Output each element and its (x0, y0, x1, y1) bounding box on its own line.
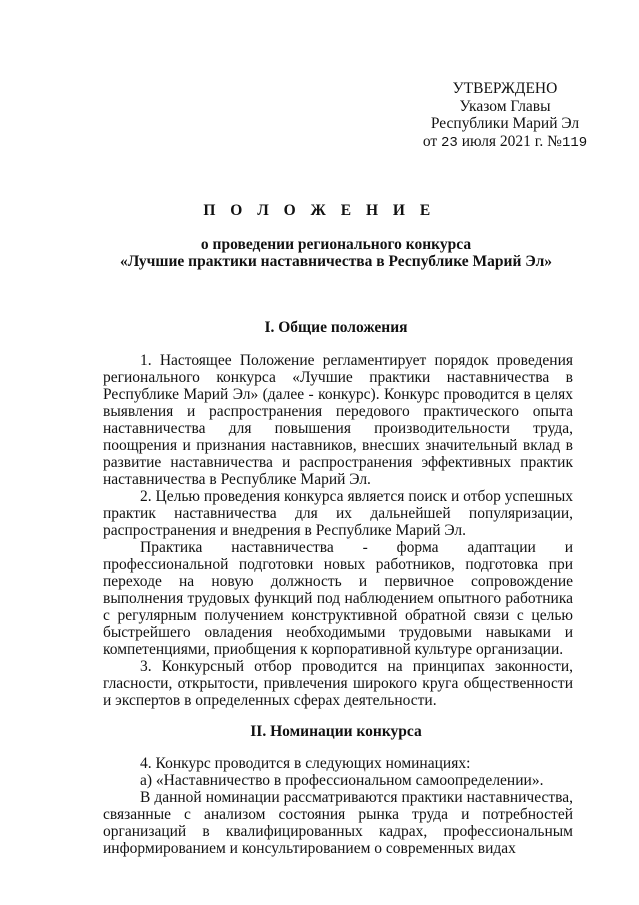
decree-day: 23 (441, 134, 458, 151)
section-2-paragraph-1: 4. Конкурс проводится в следующих номинациях: (140, 755, 471, 772)
approved-by-decree: Указом Главы (459, 97, 551, 115)
approval-stamp (400, 80, 610, 150)
section-1-paragraph-4: 3. Конкурсный отбор проводится на принципах законности, гласности, открытости, привлечения широкого круга общественности и экспертов в определенных сферах деятельности. (103, 658, 573, 709)
section-2-paragraph-3: В данной номинации рассматриваются практики наставничества, связанные с анализом состояния рынка труда и потребностей организаций в квалифицированных кадрах, профессиональным информированием и консультированием о современных видах (103, 789, 573, 857)
decree-number: 119 (561, 134, 588, 151)
section-1-paragraph-1: 1. Настоящее Положение регламентирует порядок проведения регионального конкурса «Лучшие практики наставничества в Республике Марий Эл» (далее - конкурс). Конкурс проводится в целях выявления и распространения передового практического опыта наставничества для повышения производительности труда, поощрения и признания наставников, внесших значительный вклад в развитие наставничества и распространения эффективных практик наставничества в Республике Марий Эл. (103, 352, 573, 488)
section-1-heading: I. Общие положения (264, 319, 408, 336)
decree-month-year: июля 2021 г. № (461, 132, 562, 150)
approval-date-line (400, 133, 610, 151)
section-2-paragraph-2: а) «Наставничество в профессиональном самоопределении». (140, 772, 544, 789)
section-1-paragraph-3: Практика наставничества - форма адаптации и профессиональной подготовки новых работников, подготовка при переходе на новую должность и первичное сопровождение выполнения трудовых функций под наблюдением опытного работника с регулярным получением конструктивной обратной связи с целью быстрейшего овладения необходимыми трудовыми навыками и компетенциями, приобщения к корпоративной культуре организации. (103, 539, 573, 658)
document-title: П О Л О Ж Е Н И Е (203, 202, 436, 219)
document-subtitle-line-1: о проведении регионального конкурса (200, 236, 472, 253)
approved-label: УТВЕРЖДЕНО (452, 80, 558, 97)
date-prefix: от (422, 132, 438, 150)
section-1-paragraph-2: 2. Целью проведения конкурса является поиск и отбор успешных практик наставничества для их дальнейшей популяризации, распространения и внедрения в Республике Марий Эл. (103, 488, 573, 539)
document-subtitle-line-2: «Лучшие практики наставничества в Республике Марий Эл» (119, 253, 553, 270)
approved-republic: Республики Марий Эл (430, 115, 580, 132)
section-2-heading: II. Номинации конкурса (250, 723, 422, 740)
